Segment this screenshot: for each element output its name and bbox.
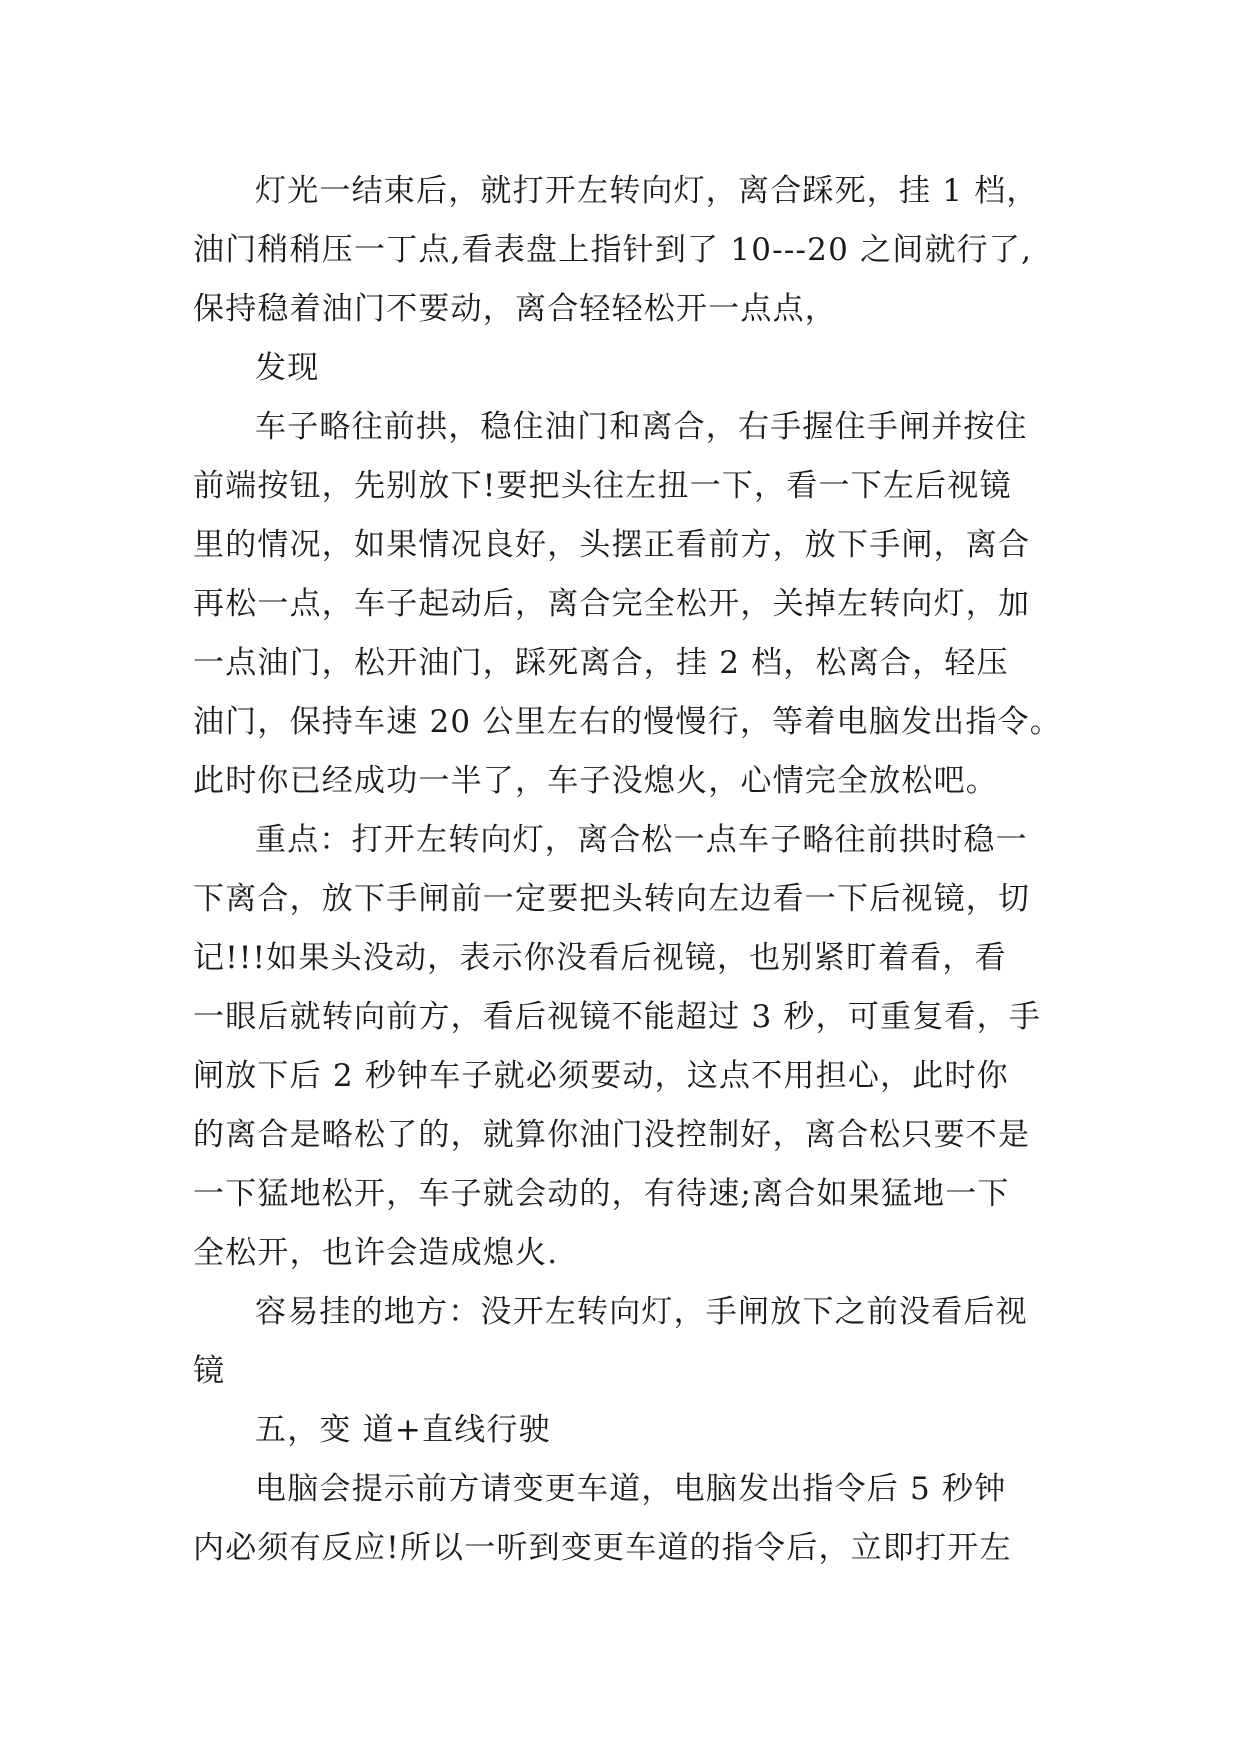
text-line: 再松一点，车子起动后，离合完全松开，关掉左转向灯，加 — [193, 586, 1031, 622]
text-line: 内必须有反应!所以一听到变更车道的指令后，立即打开左 — [193, 1530, 1012, 1566]
text-line: 保持稳着油门不要动，离合轻轻松开一点点， — [193, 291, 837, 327]
text-line: 车子略往前拱，稳住油门和离合，右手握住手闸并按住 — [255, 409, 1028, 445]
text-line: 油门，保持车速 20 公里左右的慢慢行，等着电脑发出指令。 — [193, 704, 1062, 740]
text-line: 重点：打开左转向灯，离合松一点车子略往前拱时稳一 — [255, 822, 1028, 858]
text-line: 电脑会提示前方请变更车道，电脑发出指令后 5 秒钟 — [255, 1471, 1007, 1507]
text-line: 一下猛地松开，车子就会动的，有待速;离合如果猛地一下 — [193, 1176, 1010, 1212]
text-line: 容易挂的地方：没开左转向灯，手闸放下之前没看后视 — [255, 1294, 1028, 1330]
text-line: 里的情况，如果情况良好，头摆正看前方，放下手闸，离合 — [193, 527, 1031, 563]
body-text — [193, 162, 1062, 1578]
text-line: 记!!!如果头没动，表示你没看后视镜，也别紧盯着看，看 — [193, 940, 1007, 976]
text-line: 下离合，放下手闸前一定要把头转向左边看一下后视镜，切 — [193, 881, 1031, 917]
text-line: 闸放下后 2 秒钟车子就必须要动，这点不用担心，此时你 — [193, 1058, 1009, 1094]
text-line: 油门稍稍压一丁点,看表盘上指针到了 10---20 之间就行了, — [193, 232, 1033, 268]
text-line: 全松开，也许会造成熄火. — [193, 1235, 559, 1271]
text-line: 的离合是略松了的，就算你油门没控制好，离合松只要不是 — [193, 1117, 1031, 1153]
section-heading: 五，变 道+直线行驶 — [255, 1412, 551, 1448]
text-line: 前端按钮，先别放下!要把头往左扭一下，看一下左后视镜 — [193, 468, 1012, 504]
text-line: 此时你已经成功一半了，车子没熄火，心情完全放松吧。 — [193, 763, 998, 799]
text-line: 发现 — [255, 350, 320, 386]
text-line: 一点油门，松开油门，踩死离合，挂 2 档，松离合，轻压 — [193, 645, 1009, 681]
text-line: 灯光一结束后，就打开左转向灯，离合踩死，挂 1 档， — [255, 173, 1039, 209]
text-line: 一眼后就转向前方，看后视镜不能超过 3 秒，可重复看，手 — [193, 999, 1042, 1035]
text-line: 镜 — [193, 1353, 226, 1389]
